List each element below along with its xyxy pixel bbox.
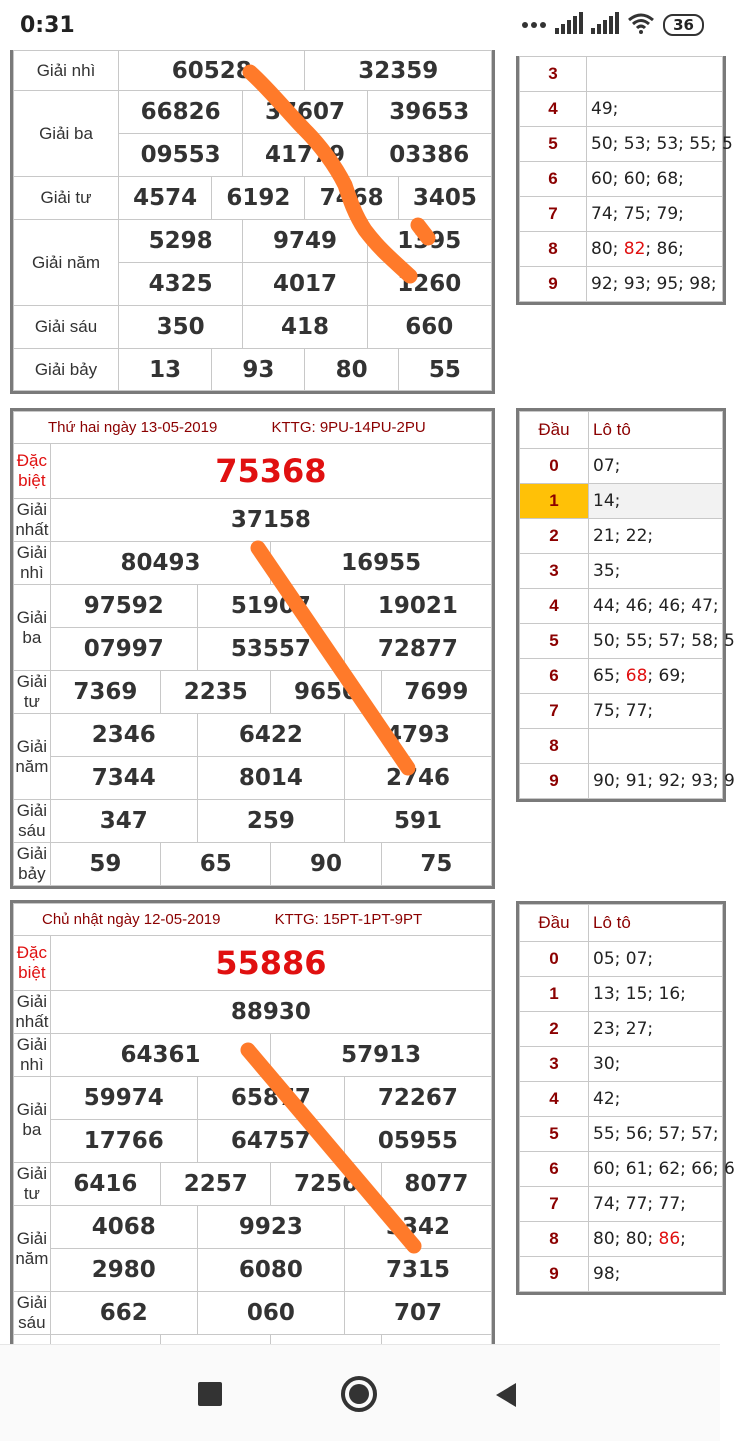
prize-value: 5298 (119, 220, 243, 263)
loto-head-digit: 9 (520, 764, 589, 799)
prize-value: 13 (119, 349, 212, 391)
loto-head-digit: 3 (520, 554, 589, 589)
prize-label: Giải nhất (14, 499, 51, 542)
loto-head-digit-selected[interactable]: 1 (520, 484, 589, 519)
prize-label: Giải tư (14, 177, 119, 220)
loto-values: 50; 53; 53; 55; 5 (587, 127, 723, 162)
prize-value: 8014 (197, 757, 344, 800)
loto-values: 35; (589, 554, 723, 589)
loto-head-digit: 5 (520, 127, 587, 162)
prize-value: 57913 (271, 1034, 492, 1077)
prize-value: 64757 (197, 1120, 344, 1163)
loto-head-digit: 4 (520, 92, 587, 127)
prize-value: 6422 (197, 714, 344, 757)
prize-label: Giải năm (14, 1206, 51, 1292)
prize-value: 2257 (161, 1163, 271, 1206)
loto-head-digit: 4 (520, 1082, 589, 1117)
prize-value: 39653 (367, 91, 491, 134)
result-table-13-05 (10, 408, 495, 889)
prize-value: 707 (344, 1292, 491, 1335)
prize-label: Giải năm (14, 714, 51, 800)
prize-value: 59974 (50, 1077, 197, 1120)
loto-values: 60; 60; 68; (587, 162, 723, 197)
loto-values: 07; (589, 449, 723, 484)
loto-head-digit: 7 (520, 694, 589, 729)
signal-icon-2 (591, 12, 619, 39)
prize-value: 03386 (367, 134, 491, 177)
prize-value: 4325 (119, 263, 243, 306)
loto-values: 21; 22; (589, 519, 723, 554)
home-dot-icon (349, 1384, 369, 1404)
loto-text: ; 69; (647, 666, 686, 686)
prize-value: 8077 (381, 1163, 491, 1206)
loto-values: 60; 61; 62; 66; 6 (589, 1152, 723, 1187)
results-scroll[interactable] (0, 50, 735, 1344)
prize-value: 350 (119, 306, 243, 349)
status-icons (521, 12, 704, 38)
prize-value: 65877 (197, 1077, 344, 1120)
prize-value: 2746 (344, 757, 491, 800)
prize-value: 05955 (344, 1120, 491, 1163)
prize-value: 59 (50, 843, 160, 886)
loto-head-digit: 0 (520, 942, 589, 977)
back-icon[interactable] (494, 1381, 518, 1414)
loto-values (587, 57, 723, 92)
status-bar (0, 0, 720, 50)
prize-label: Giải sáu (14, 306, 119, 349)
loto-values: 75; 77; (589, 694, 723, 729)
loto-values: 13; 15; 16; (589, 977, 723, 1012)
home-icon[interactable] (341, 1376, 377, 1412)
prize-value: 53557 (197, 628, 344, 671)
prize-value: 6192 (212, 177, 305, 220)
loto-head-digit: 8 (520, 729, 589, 764)
loto-head-digit: 6 (520, 162, 587, 197)
loto-head-digit: 8 (520, 1222, 589, 1257)
prize-value: 72267 (344, 1077, 491, 1120)
prize-value: 17766 (50, 1120, 197, 1163)
prize-value: 55 (398, 349, 491, 391)
loto-values: 23; 27; (589, 1012, 723, 1047)
prize-label: Đặc biệt (14, 444, 51, 499)
prize-value: 660 (367, 306, 491, 349)
result-table-prev (10, 50, 495, 394)
loto-values (587, 232, 723, 267)
prize-value: 93 (212, 349, 305, 391)
prize-label: Giải ba (14, 1077, 51, 1163)
battery-icon: 36 (663, 14, 704, 36)
loto-text: ; (680, 1229, 686, 1249)
prize-value: 07997 (50, 628, 197, 671)
prize-label: Giải nhì (14, 1034, 51, 1077)
loto-head-digit: 6 (520, 1152, 589, 1187)
loto-values: 74; 77; 77; (589, 1187, 723, 1222)
prize-value: 16955 (271, 542, 492, 585)
loto-col-head: Đầu (520, 412, 589, 449)
prize-value: 75 (381, 843, 491, 886)
loto-values: 30; (589, 1047, 723, 1082)
prize-value: 347 (50, 800, 197, 843)
prize-value: 97592 (50, 585, 197, 628)
prize-value: 2235 (161, 671, 271, 714)
loto-head-digit: 2 (520, 519, 589, 554)
prize-label: Giải tư (14, 1163, 51, 1206)
prize-label: Giải tư (14, 671, 51, 714)
signal-icon (555, 12, 583, 39)
prize-value: 9650 (271, 671, 381, 714)
prize-value: 4574 (119, 177, 212, 220)
prize-value: 1395 (367, 220, 491, 263)
prize-label: Giải nhất (14, 991, 51, 1034)
prize-value: 64361 (50, 1034, 271, 1077)
loto-table-prev (516, 56, 733, 305)
loto-values: 55; 56; 57; 57; (589, 1117, 723, 1152)
more-dots-icon (521, 16, 547, 34)
loto-values: 50; 55; 57; 58; 5 (589, 624, 723, 659)
recents-icon[interactable] (198, 1382, 222, 1406)
loto-text: 65; (593, 666, 626, 686)
loto-head-digit: 6 (520, 659, 589, 694)
prize-label: Giải nhì (14, 51, 119, 91)
prize-value: 259 (197, 800, 344, 843)
prize-value: 4793 (344, 714, 491, 757)
loto-values (589, 729, 723, 764)
prize-value: 662 (50, 1292, 197, 1335)
prize-value: 3405 (398, 177, 491, 220)
loto-values: 05; 07; (589, 942, 723, 977)
draw-kttg: KTTG: 15PT-1PT-9PT (274, 911, 423, 928)
system-nav-bar (0, 1344, 720, 1441)
wifi-icon (627, 12, 655, 39)
prize-value: 6080 (197, 1249, 344, 1292)
prize-value: 591 (344, 800, 491, 843)
prize-label: Giải năm (14, 220, 119, 306)
draw-header (14, 412, 492, 444)
prize-value: 37158 (50, 499, 491, 542)
loto-head-digit: 9 (520, 267, 587, 302)
loto-head-digit: 3 (520, 57, 587, 92)
prize-value: 1260 (367, 263, 491, 306)
prize-value: 66826 (119, 91, 243, 134)
prize-value: 6416 (50, 1163, 160, 1206)
loto-values: 74; 75; 79; (587, 197, 723, 232)
loto-head-digit: 0 (520, 449, 589, 484)
loto-head-digit: 2 (520, 1012, 589, 1047)
prize-value: 4017 (243, 263, 367, 306)
loto-special-match: 68 (625, 666, 648, 686)
prize-label: Giải nhì (14, 542, 51, 585)
prize-value: 80493 (50, 542, 271, 585)
prize-value: 51907 (197, 585, 344, 628)
prize-label: Giải sáu (14, 1292, 51, 1335)
loto-values (589, 1222, 723, 1257)
prize-value: 2980 (50, 1249, 197, 1292)
draw-header (14, 904, 492, 936)
prize-label: Giải ba (14, 585, 51, 671)
prize-value: 7468 (305, 177, 398, 220)
loto-head-digit: 4 (520, 589, 589, 624)
loto-values: 49; (587, 92, 723, 127)
loto-text: 80; 80; (593, 1229, 659, 1249)
prize-value: 90 (271, 843, 381, 886)
prize-value: 3342 (344, 1206, 491, 1249)
prize-value: 4068 (50, 1206, 197, 1249)
draw-kttg: KTTG: 9PU-14PU-2PU (271, 419, 426, 436)
loto-values: 44; 46; 46; 47; (589, 589, 723, 624)
loto-text: 80; (591, 239, 624, 259)
prize-value: 88930 (50, 991, 491, 1034)
prize-value: 9749 (243, 220, 367, 263)
loto-special-match: 82 (623, 239, 646, 259)
loto-head-digit: 1 (520, 977, 589, 1012)
loto-values: 98; (589, 1257, 723, 1292)
prize-value: 80 (305, 349, 398, 391)
prize-value: 60528 (119, 51, 305, 91)
prize-value: 72877 (344, 628, 491, 671)
prize-value: 7699 (381, 671, 491, 714)
loto-head-digit: 7 (520, 1187, 589, 1222)
prize-label: Giải bảy (14, 349, 119, 391)
loto-col-values: Lô tô (589, 412, 723, 449)
loto-head-digit: 5 (520, 1117, 589, 1152)
loto-table-12-05 (516, 901, 735, 1295)
prize-value: 060 (197, 1292, 344, 1335)
loto-text: ; 86; (645, 239, 684, 259)
prize-value: 37607 (243, 91, 367, 134)
draw-date: Chủ nhật ngày 12-05-2019 (42, 911, 221, 928)
loto-values: 90; 91; 92; 93; 9 (589, 764, 723, 799)
prize-value: 41779 (243, 134, 367, 177)
loto-values: 92; 93; 95; 98; (587, 267, 723, 302)
prize-label: Đặc biệt (14, 936, 51, 991)
prize-value: 2346 (50, 714, 197, 757)
clock: 0:31 (20, 13, 75, 38)
loto-head-digit: 5 (520, 624, 589, 659)
prize-label: Giải bảy (14, 843, 51, 886)
loto-head-digit: 3 (520, 1047, 589, 1082)
result-table-12-05 (10, 900, 495, 1378)
draw-date: Thứ hai ngày 13-05-2019 (48, 419, 218, 436)
prize-value: 7256 (271, 1163, 381, 1206)
prize-value: 7344 (50, 757, 197, 800)
loto-col-values: Lô tô (589, 905, 723, 942)
loto-values (589, 659, 723, 694)
prize-value: 7369 (50, 671, 160, 714)
special-prize-value: 55886 (50, 936, 491, 991)
loto-col-head: Đầu (520, 905, 589, 942)
loto-table-13-05 (516, 408, 735, 802)
prize-value: 32359 (305, 51, 492, 91)
prize-value: 65 (161, 843, 271, 886)
loto-special-match: 86 (658, 1229, 681, 1249)
loto-head-digit: 7 (520, 197, 587, 232)
prize-value: 09553 (119, 134, 243, 177)
prize-value: 19021 (344, 585, 491, 628)
loto-head-digit: 8 (520, 232, 587, 267)
loto-head-digit: 9 (520, 1257, 589, 1292)
loto-values: 42; (589, 1082, 723, 1117)
special-prize-value: 75368 (50, 444, 491, 499)
prize-value: 418 (243, 306, 367, 349)
prize-label: Giải sáu (14, 800, 51, 843)
loto-values: 14; (589, 484, 723, 519)
prize-value: 9923 (197, 1206, 344, 1249)
prize-value: 7315 (344, 1249, 491, 1292)
prize-label: Giải ba (14, 91, 119, 177)
